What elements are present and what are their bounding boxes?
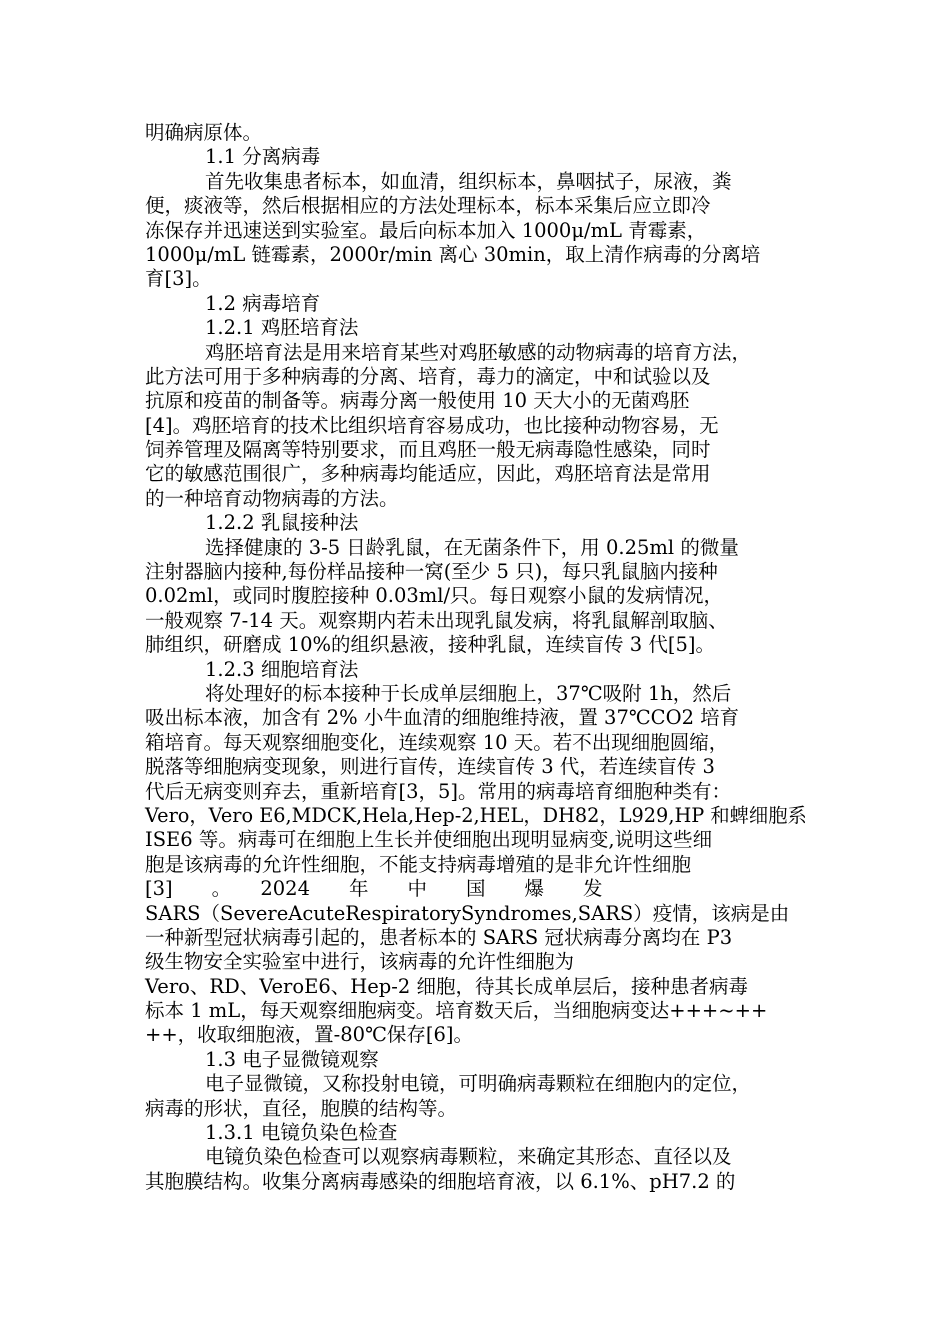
- paragraph-line: 一种新型冠状病毒引起的，患者标本的 SARS 冠状病毒分离均在 P3: [145, 925, 733, 949]
- paragraph-line: 箱培育。每天观察细胞变化，连续观察 10 天。若不出现细胞圆缩，: [145, 730, 729, 754]
- paragraph-line: 代后无病变则弃去，重新培育[3，5]。常用的病毒培育细胞种类有：: [145, 779, 732, 803]
- paragraph-line: 此方法可用于多种病毒的分离、培育，毒力的滴定，中和试验以及: [145, 364, 711, 388]
- paragraph-line: [4]。鸡胚培育的技术比组织培育容易成功，也比接种动物容易，无: [145, 413, 719, 437]
- paragraph-line: 首先收集患者标本，如血清，组织标本，鼻咽拭子，尿液，粪: [205, 169, 732, 193]
- section-heading-1-3-1: 1.3.1 电镜负染色检查: [205, 1121, 398, 1145]
- paragraph-line: 其胞膜结构。收集分离病毒感染的细胞培育液，以 6.1%、pH7.2 的: [145, 1169, 736, 1193]
- paragraph-line: 它的敏感范围很广，多种病毒均能适应，因此，鸡胚培育法是常用: [145, 462, 711, 486]
- paragraph-line: 将处理好的标本接种于长成单层细胞上，37℃吸附 1h，然后: [205, 681, 732, 705]
- paragraph-line: 标本 1 mL，每天观察细胞病变。培育数天后，当细胞病变达+++~++: [145, 999, 768, 1023]
- paragraph-line: ISE6 等。病毒可在细胞上生长并使细胞出现明显病变,说明这些细: [145, 828, 713, 852]
- paragraph-line: 吸出标本液，加含有 2% 小牛血清的细胞维持液，置 37℃CO2 培育: [145, 706, 740, 730]
- paragraph-line: 注射器脑内接种,每份样品接种一窝(至少 5 只)，每只乳鼠脑内接种: [145, 560, 718, 584]
- paragraph-line: 的一种培育动物病毒的方法。: [145, 486, 399, 510]
- paragraph-line: 育[3]。: [145, 267, 212, 291]
- paragraph-line: 明确病原体。: [145, 121, 263, 144]
- paragraph-line: 级生物安全实验室中进行，该病毒的允许性细胞为: [145, 950, 575, 974]
- paragraph-line: 便，痰液等，然后根据相应的方法处理标本，标本采集后应立即冷: [145, 194, 711, 218]
- paragraph-line: Vero，Vero E6,MDCK,Hela,Hep-2,HEL，DH82，L929,HP 和蜱细胞系: [145, 803, 807, 827]
- paragraph-line: [3] 。 2024 年 中 国 爆 发: [145, 877, 603, 901]
- paragraph-line: 病毒的形状，直径，胞膜的结构等。: [145, 1096, 458, 1120]
- paragraph-line: ++，收取细胞液，置-80℃保存[6]。: [145, 1023, 474, 1047]
- paragraph-line: 抗原和疫苗的制备等。病毒分离一般使用 10 天大小的无菌鸡胚: [145, 389, 690, 413]
- paragraph-line: 0.02ml，或同时腹腔接种 0.03ml/只。每日观察小鼠的发病情况，: [145, 584, 724, 608]
- paragraph-line: SARS（SevereAcuteRespiratorySyndromes,SARS）疫情，该病是由: [145, 901, 790, 925]
- section-heading-1-1: 1.1 分离病毒: [205, 145, 321, 169]
- paragraph-line: 电镜负染色检查可以观察病毒颗粒，来确定其形态、直径以及: [205, 1145, 732, 1169]
- section-heading-1-3: 1.3 电子显微镜观察: [205, 1047, 379, 1071]
- paragraph-line: 鸡胚培育法是用来培育某些对鸡胚敏感的动物病毒的培育方法，: [205, 340, 752, 364]
- section-heading-1-2-3: 1.2.3 细胞培育法: [205, 657, 359, 681]
- paragraph-line: 肺组织，研磨成 10%的组织悬液，接种乳鼠，连续盲传 3 代[5]。: [145, 633, 715, 657]
- paragraph-line: 脱落等细胞病变现象，则进行盲传，连续盲传 3 代，若连续盲传 3: [145, 755, 715, 779]
- paragraph-line: 饲养管理及隔离等特别要求，而且鸡胚一般无病毒隐性感染，同时: [145, 438, 711, 462]
- section-heading-1-2-1: 1.2.1 鸡胚培育法: [205, 316, 359, 340]
- paragraph-line: 1000μ/mL 链霉素，2000r/min 离心 30min，取上清作病毒的分离培: [145, 242, 761, 266]
- section-heading-1-2: 1.2 病毒培育: [205, 291, 321, 315]
- paragraph-line: 冻保存并迅速送到实验室。最后向标本加入 1000μ/mL 青霉素，: [145, 218, 707, 242]
- paragraph-line: 一般观察 7-14 天。观察期内若未出现乳鼠发病，将乳鼠解剖取脑、: [145, 608, 728, 632]
- section-heading-1-2-2: 1.2.2 乳鼠接种法: [205, 511, 359, 535]
- paragraph-line: 胞是该病毒的允许性细胞，不能支持病毒增殖的是非允许性细胞: [145, 852, 692, 876]
- paragraph-line: 选择健康的 3-5 日龄乳鼠，在无菌条件下，用 0.25ml 的微量: [205, 535, 739, 559]
- document-body: [145, 121, 807, 1194]
- paragraph-line: Vero、RD、VeroE6、Hep-2 细胞，待其长成单层后，接种患者病毒: [145, 974, 748, 998]
- paragraph-line: 电子显微镜，又称投射电镜，可明确病毒颗粒在细胞内的定位，: [205, 1072, 752, 1096]
